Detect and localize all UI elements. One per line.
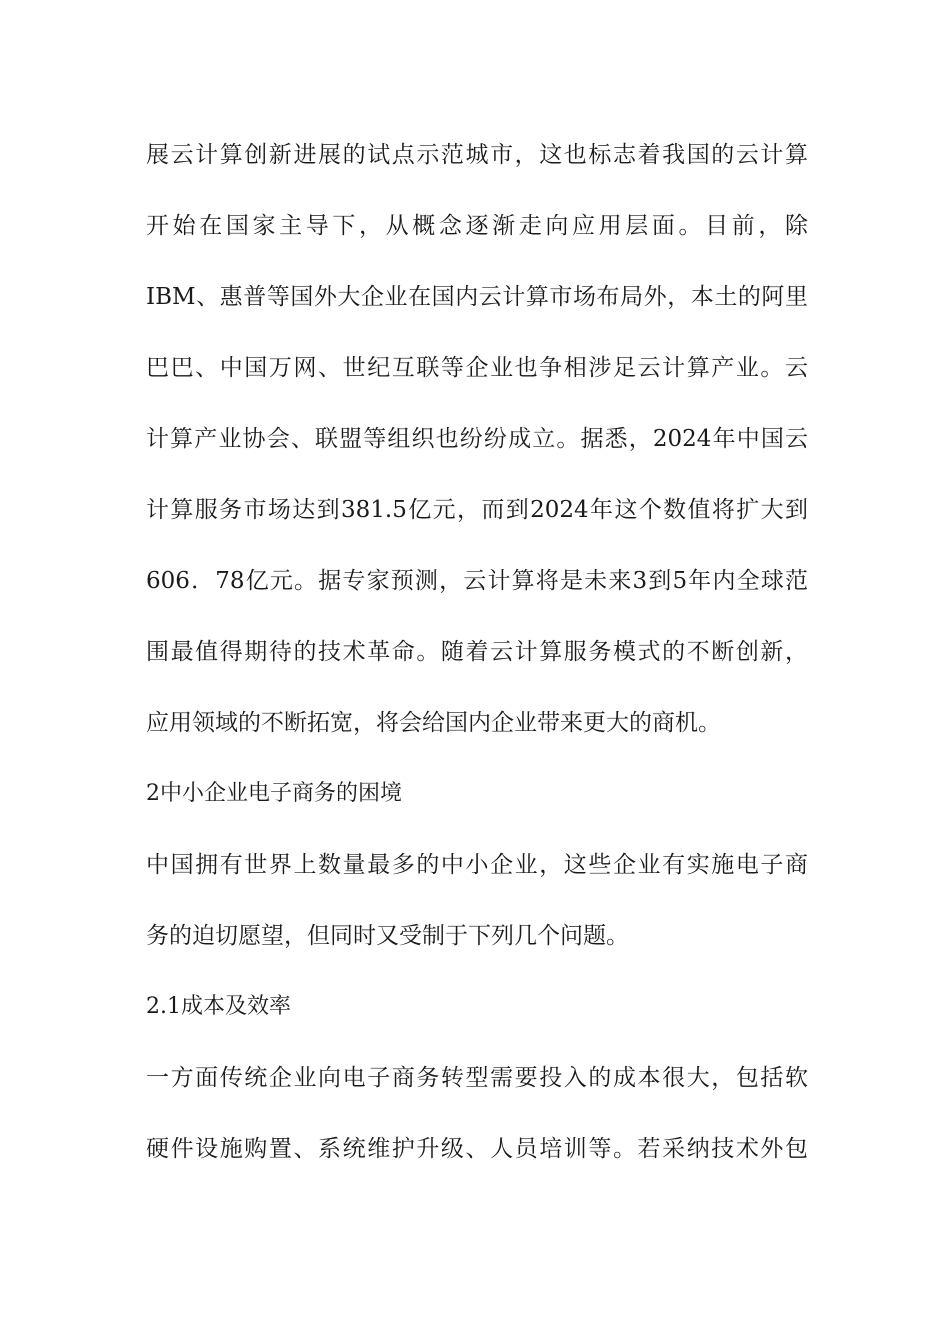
paragraph-line: 606．78亿元。据专家预测，云计算将是未来3到5年内全球范 <box>146 568 808 594</box>
subsection-heading: 2.1成本及效率 <box>146 994 291 1019</box>
paragraph-line: 巴巴、中国万网、世纪互联等企业也争相涉足云计算产业。云 <box>146 355 808 381</box>
paragraph-line: 计算服务市场达到381.5亿元，而到2024年这个数值将扩大到 <box>146 497 808 523</box>
paragraph-line: 开始在国家主导下，从概念逐渐走向应用层面。目前，除 <box>146 213 808 239</box>
paragraph-line: 围最值得期待的技术革命。随着云计算服务模式的不断创新， <box>146 639 808 665</box>
paragraph-line: 中国拥有世界上数量最多的中小企业，这些企业有实施电子商 <box>146 852 808 878</box>
paragraph-line: 应用领域的不断拓宽，将会给国内企业带来更大的商机。 <box>146 710 721 736</box>
paragraph-line: IBM、惠普等国外大企业在国内云计算市场布局外，本土的阿里 <box>146 284 808 310</box>
paragraph-line: 硬件设施购置、系统维护升级、人员培训等。若采纳技术外包 <box>146 1136 808 1162</box>
paragraph-line: 务的迫切愿望，但同时又受制于下列几个问题。 <box>146 923 629 949</box>
paragraph-line: 一方面传统企业向电子商务转型需要投入的成本很大，包括软 <box>146 1065 808 1091</box>
section-heading: 2中小企业电子商务的困境 <box>146 781 402 806</box>
paragraph-line: 计算产业协会、联盟等组织也纷纷成立。据悉，2024年中国云 <box>146 426 808 452</box>
paragraph-line: 展云计算创新进展的试点示范城市，这也标志着我国的云计算 <box>146 142 808 168</box>
